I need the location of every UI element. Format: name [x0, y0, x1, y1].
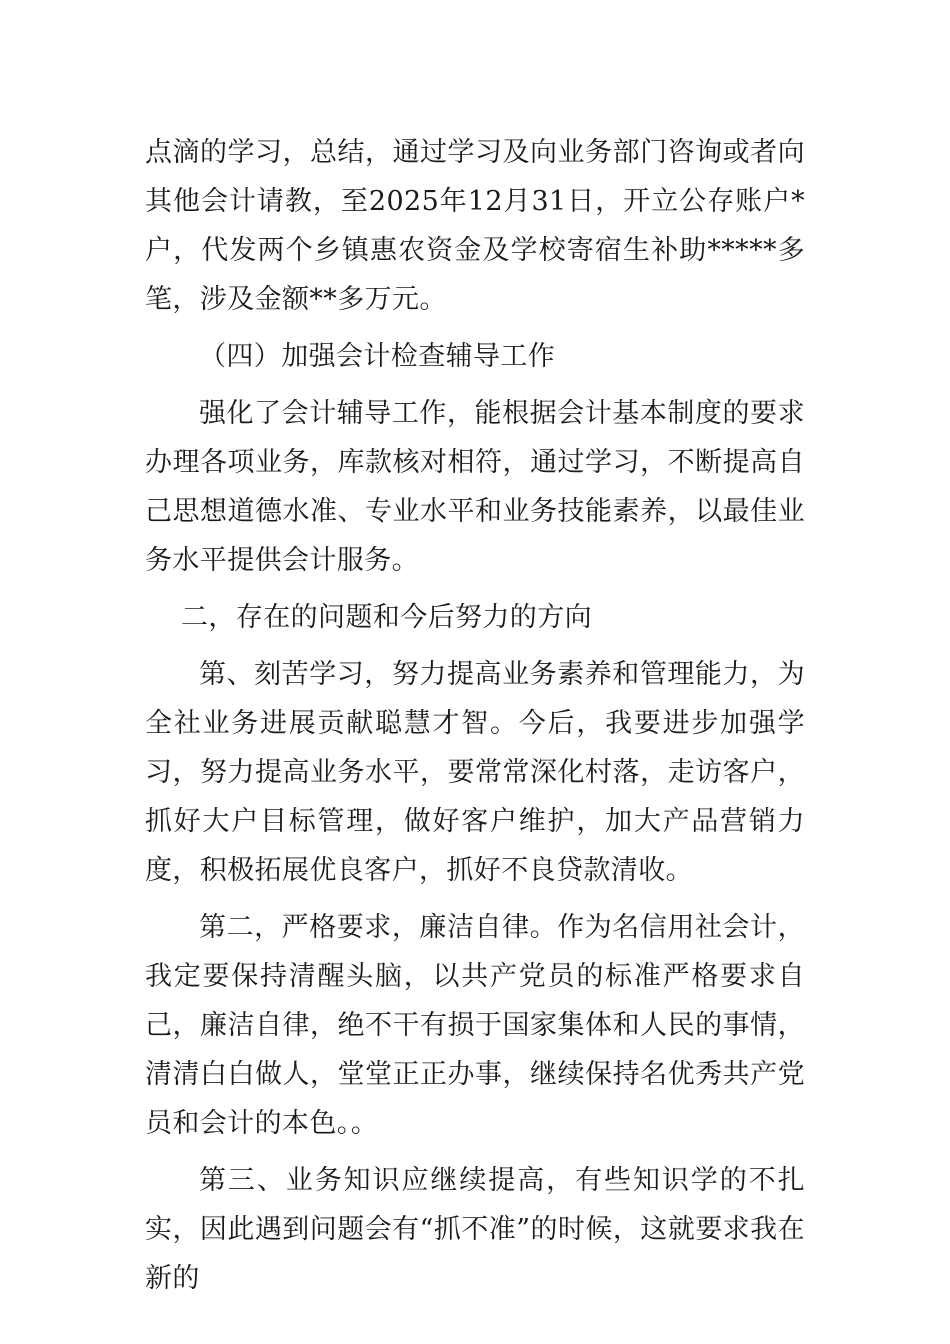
document-body — [145, 128, 805, 1311]
paragraph-third-point: 第三、业务知识应继续提高，有些知识学的不扎实，因此遇到问题会有“抓不准”的时候，这就要求我在新的 — [145, 1165, 805, 1294]
paragraph-second-point: 第二，严格要求，廉洁自律。作为名信用社会计，我定要保持清醒头脑，以共产党员的标准严格要求自己，廉洁自律，绝不干有损于国家集体和人民的事情，清清白白做人，堂堂正正办事，继续保持名优秀共产党员和会计的本色。。 — [145, 912, 805, 1139]
section-subheading-four: （四）加强会计检查辅导工作 — [199, 341, 556, 372]
paragraph-continuation: 点滴的学习，总结，通过学习及向业务部门咨询或者向其他会计请教，至2025年12月31日，开立公存账户*户，代发两个乡镇惠农资金及学校寄宿生补助*****多笔，涉及金额**多万元。 — [145, 137, 805, 315]
paragraph-first-point: 第、刻苦学习，努力提高业务素养和管理能力，为全社业务进展贡献聪慧才智。今后，我要进步加强学习，努力提高业务水平，要常常深化村落，走访客户，抓好大户目标管理，做好客户维护，加大产品营销力度，积极拓展优良客户，抓好不良贷款清收。 — [145, 659, 805, 886]
paragraph-accounting-guidance: 强化了会计辅导工作，能根据会计基本制度的要求办理各项业务，库款核对相符，通过学习，不断提高自己思想道德水准、专业水平和业务技能素养，以最佳业务水平提供会计服务。 — [145, 398, 805, 576]
section-heading-two: 二，存在的问题和今后努力的方向 — [181, 602, 592, 633]
